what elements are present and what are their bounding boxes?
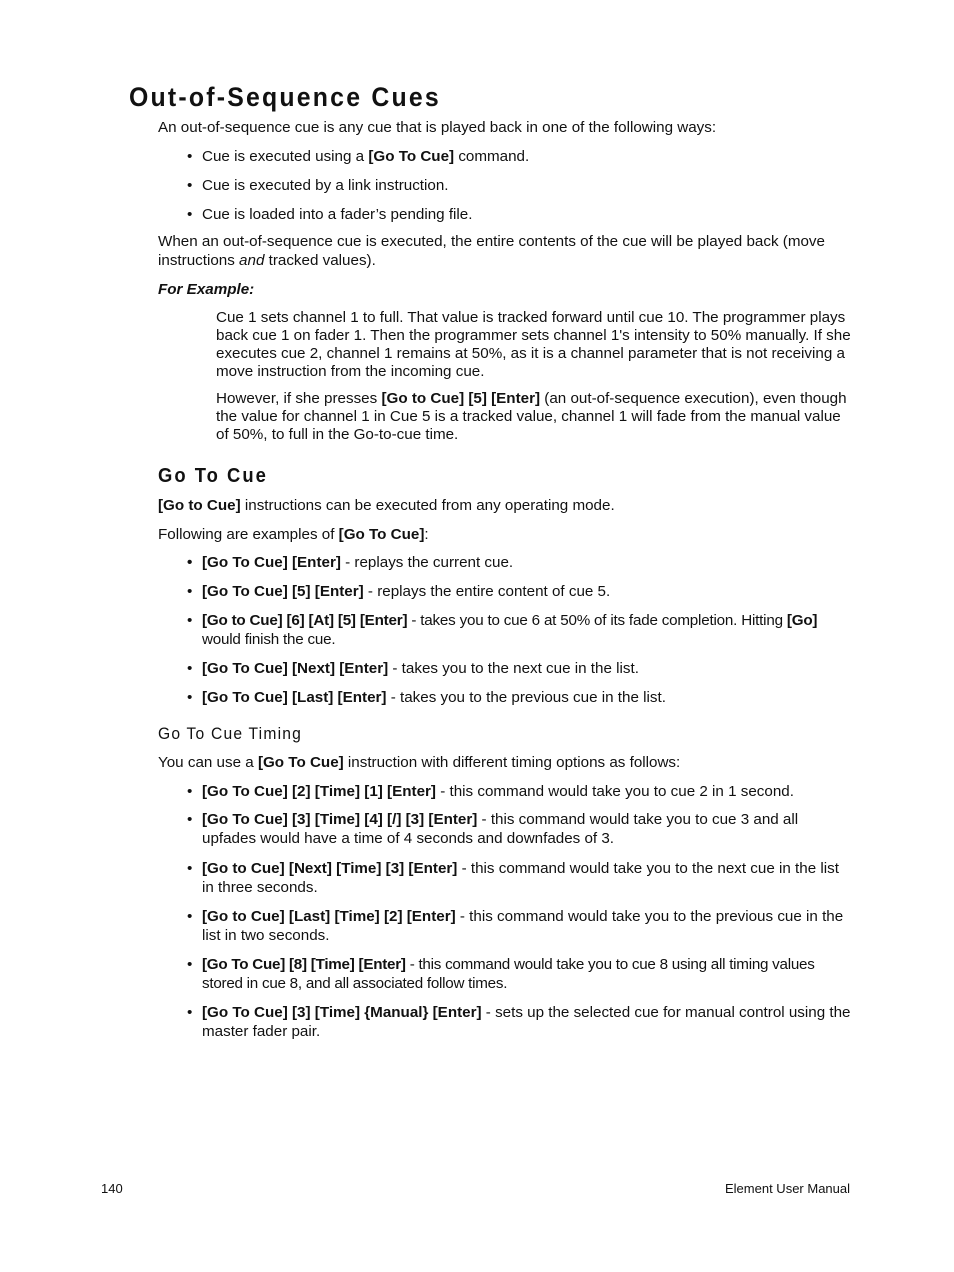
subsection-heading-go-to-cue-timing: Go To Cue Timing	[158, 724, 303, 743]
bullet-icon: •	[187, 908, 193, 925]
bullet-icon: •	[187, 554, 193, 571]
page-number: 140	[101, 1181, 123, 1196]
list-item: • [Go to Cue] [Next] [Time] [3] [Enter] - this command would take you to the next cue in the list in three seconds.	[187, 860, 839, 896]
example-paragraph-1: Cue 1 sets channel 1 to full. That value is tracked forward until cue 10. The programmer plays back cue 1 on fader 1. Then the programmer sets channel 1's intensity to 50% manually. If she executes cue 2, channel 1 remains at 50%, as it is a channel parameter that is not receiving a move instruction from the incoming cue.	[216, 309, 851, 380]
execution-paragraph: When an out-of-sequence cue is executed, the entire contents of the cue will be played back (move instructions and tracked values).	[158, 233, 825, 269]
list-item: • Cue is loaded into a fader’s pending file.	[187, 206, 473, 223]
bullet-icon: •	[187, 583, 193, 600]
list-item: • [Go To Cue] [Next] [Enter] - takes you to the next cue in the list.	[187, 660, 639, 677]
list-item: • [Go To Cue] [Last] [Enter] - takes you to the previous cue in the list.	[187, 689, 666, 706]
bullet-icon: •	[187, 177, 193, 194]
paragraph: You can use a [Go To Cue] instruction with different timing options as follows:	[158, 754, 681, 771]
example-paragraph-2: However, if she presses [Go to Cue] [5] [Enter] (an out-of-sequence execution), even though the value for channel 1 in Cue 5 is a tracked value, channel 1 will fade from the manual value of 50%, to full in the Go-to-cue time.	[216, 390, 847, 443]
list-item: • [Go To Cue] [3] [Time] [4] [/] [3] [Enter] - this command would take you to cue 3 and all upfades would have a time of 4 seconds and downfades of 3.	[187, 811, 799, 847]
list-item: • [Go To Cue] [2] [Time] [1] [Enter] - this command would take you to cue 2 in 1 second.	[187, 783, 794, 800]
manual-title: Element User Manual	[725, 1181, 850, 1196]
intro-paragraph: An out-of-sequence cue is any cue that is played back in one of the following ways:	[158, 119, 717, 136]
bullet-icon: •	[187, 689, 193, 706]
bullet-icon: •	[187, 660, 193, 677]
list-item: • Cue is executed using a [Go To Cue] command.	[187, 148, 530, 165]
list-item: • [Go To Cue] [Enter] - replays the current cue.	[187, 554, 514, 571]
paragraph: [Go to Cue] instructions can be executed from any operating mode.	[158, 497, 615, 514]
list-item: • [Go to Cue] [Last] [Time] [2] [Enter] - this command would take you to the previous cue in the list in two seconds.	[187, 908, 844, 944]
paragraph: Following are examples of [Go To Cue]:	[158, 526, 429, 543]
example-label: For Example:	[158, 281, 255, 298]
bullet-icon: •	[187, 612, 193, 629]
bullet-icon: •	[187, 783, 193, 800]
bullet-icon: •	[187, 148, 193, 165]
section-heading-go-to-cue: Go To Cue	[158, 465, 268, 487]
list-item: • [Go To Cue] [8] [Time] [Enter] - this command would take you to cue 8 using all timing values stored in cue 8, and all associated follow times.	[187, 956, 815, 992]
bullet-icon: •	[187, 206, 193, 223]
bullet-icon: •	[187, 956, 193, 973]
list-item: • [Go To Cue] [5] [Enter] - replays the entire content of cue 5.	[187, 583, 611, 600]
bullet-icon: •	[187, 1004, 193, 1021]
list-item: • [Go To Cue] [3] [Time] {Manual} [Enter] - sets up the selected cue for manual control using the master fader pair.	[187, 1004, 851, 1040]
bullet-icon: •	[187, 860, 193, 877]
list-item: • Cue is executed by a link instruction.	[187, 177, 449, 194]
list-item: • [Go to Cue] [6] [At] [5] [Enter] - takes you to cue 6 at 50% of its fade completion. Hitting [Go] would finish the cue.	[187, 612, 818, 648]
page-title: Out-of-Sequence Cues	[129, 82, 441, 112]
bullet-icon: •	[187, 811, 193, 828]
